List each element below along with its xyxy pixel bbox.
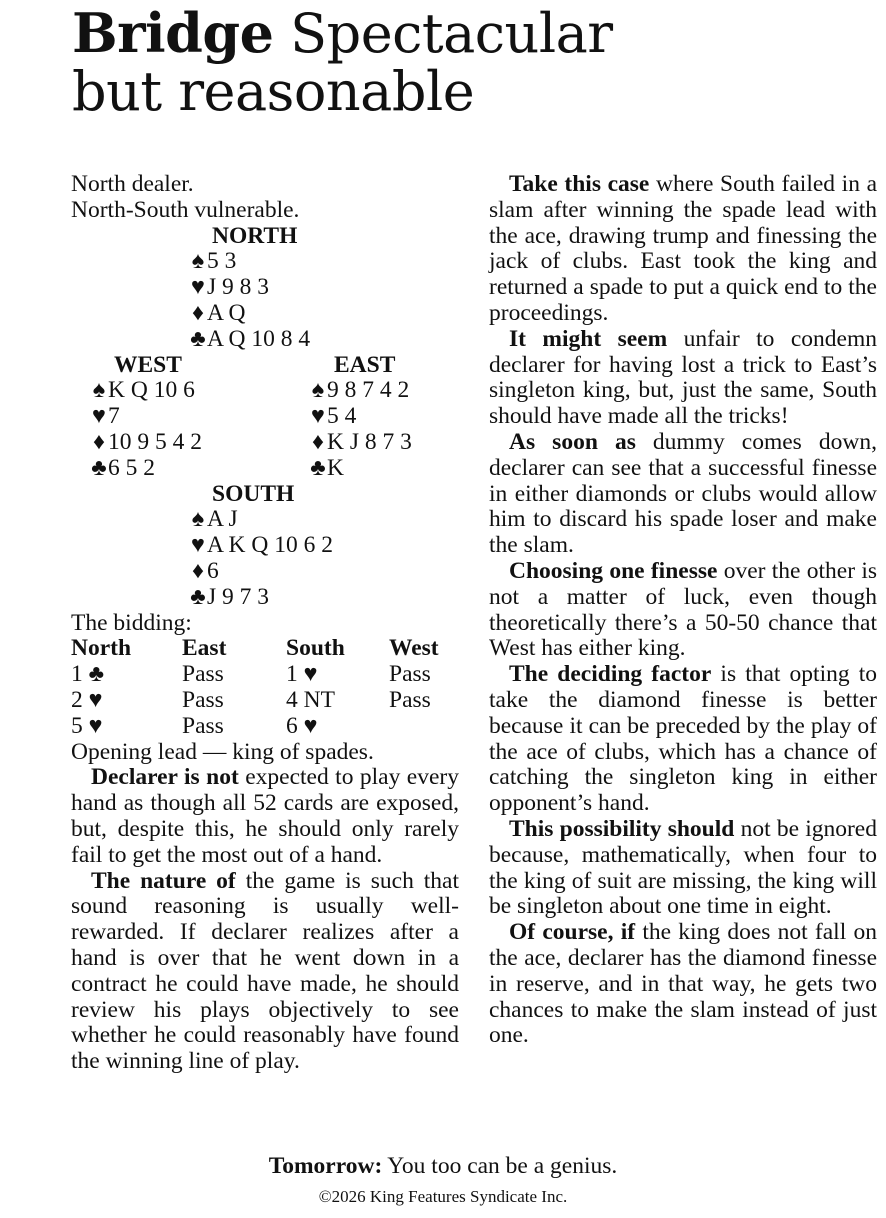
heart-icon: ♥ [191, 532, 205, 559]
headline-title-1: Spectacular [290, 2, 613, 65]
club-icon: ♣ [190, 583, 206, 610]
heart-icon: ♥ [311, 403, 325, 430]
diamond-icon: ♦ [312, 428, 324, 455]
headline-bridge: Bridge [72, 1, 274, 65]
west-diamonds: ♦ 10 9 5 4 2 [90, 430, 202, 456]
headline [72, 1, 872, 123]
bid-cell: 2 ♥ [71, 686, 103, 713]
east-hearts: ♥5 4 [309, 404, 356, 430]
south-clubs: ♣J 9 7 3 [190, 583, 270, 610]
east-spades: ♠ 9 8 7 4 2 [309, 378, 409, 404]
west-clubs: ♣6 5 2 [91, 454, 155, 481]
east-label: EAST [334, 351, 396, 378]
headline-line-1 [72, 1, 872, 65]
article-paragraph: Take this case where South failed in a slam after winning the spade lead with the ace, drawing trump and finessing the jack of clubs. East took the king and returned a spade to put a quick end to the proceedings. [489, 171, 878, 326]
diamond-icon: ♦ [192, 557, 204, 584]
bidding-row [71, 714, 459, 740]
bid-header-west: West [389, 635, 439, 662]
north-clubs: ♣A Q 10 8 4 [190, 325, 311, 352]
club-icon: ♣ [310, 454, 326, 481]
bid-cell: Pass [182, 661, 224, 688]
club-icon: ♣ [91, 454, 107, 481]
bidding-header-row [71, 636, 459, 662]
headline-title-2: but reasonable [72, 60, 475, 123]
article-paragraph: The deciding factor is that opting to take the diamond finesse is better because it can be preceded by the play of the ace of clubs, which has a chance of catching the singleton king in either opponent’s hand. [489, 661, 877, 817]
article-paragraph: Of course, if the king does not fall on the ace, declarer has the diamond finesse in reserve, and in that way, he gets two chances to make the slam instead of just one. [489, 919, 877, 1049]
article-paragraph: Choosing one finesse over the other is not a matter of luck, even though theoretically there’s a 50-50 chance that West has either king. [489, 557, 877, 662]
south-label: SOUTH [212, 480, 295, 507]
bid-cell: Pass [182, 712, 224, 739]
bid-header-south: South [286, 635, 345, 662]
north-diamonds: ♦ A Q [189, 301, 246, 327]
bid-header-north: North [71, 635, 132, 662]
south-hearts: ♥A K Q 10 6 2 [189, 533, 333, 559]
west-hearts: ♥7 [90, 404, 120, 430]
heart-icon: ♥ [92, 403, 106, 430]
bid-cell: Pass [182, 686, 224, 713]
east-clubs: ♣K [310, 454, 344, 481]
bid-cell: 4 NT [286, 686, 335, 713]
right-column [489, 172, 877, 1049]
bidding-row [71, 688, 459, 714]
spade-icon: ♠ [191, 248, 205, 275]
article-paragraph: It might seem unfair to condemn declarer for having lost a trick to East’s singleton king, but, just the same, South should have made all the tricks! [489, 325, 877, 430]
copyright: ©2026 King Features Syndicate Inc. [318, 1187, 568, 1206]
bidding-row [71, 662, 459, 688]
spade-icon: ♠ [92, 377, 106, 404]
tomorrow-text: You too can be a genius. [382, 1153, 618, 1179]
article-paragraph: Declarer is not expected to play every hand as though all 52 cards are exposed, but, despite this, he should only rarely fail to get the most out of a hand. [71, 764, 459, 868]
north-hand [71, 224, 459, 250]
bid-cell: 1 ♥ [286, 661, 318, 688]
diamond-icon: ♦ [93, 428, 105, 455]
spade-icon: ♠ [191, 506, 205, 533]
south-hand [71, 482, 459, 508]
bid-cell: 6 ♥ [286, 712, 318, 739]
left-column [71, 172, 459, 1075]
vulnerability-line: North-South vulnerable. [71, 196, 300, 223]
south-diamonds: ♦ 6 [189, 559, 219, 585]
article-paragraph: This possibility should not be ignored because, mathematically, when four to the king of suit are missing, the king will be singleton about one time in eight. [489, 815, 877, 920]
diamond-icon: ♦ [192, 299, 204, 326]
spade-icon: ♠ [311, 377, 325, 404]
south-spades: ♠ A J [189, 507, 238, 533]
article-paragraph: The nature of the game is such that sound reasoning is usually well-rewarded. If declarer realizes after a hand is over that he went down in a contract he could have made, he should review his plays objectively to see whether he could reasonably have found the winning line of play. [71, 867, 459, 1075]
article-paragraph: As soon as dummy comes down, declarer can see that a successful finesse in either diamonds or clubs would allow him to discard his spade loser and make the slam. [489, 428, 877, 559]
bid-cell: Pass [389, 661, 431, 688]
west-east-labels [71, 353, 459, 379]
tomorrow-teaser [0, 1153, 886, 1180]
bidding-title: The bidding: [71, 609, 192, 636]
east-diamonds: ♦ K J 8 7 3 [309, 430, 412, 456]
west-label: WEST [114, 351, 182, 378]
west-spades: ♠ K Q 10 6 [90, 378, 195, 404]
bid-cell: Pass [389, 686, 431, 713]
bid-cell: 1 ♣ [71, 661, 105, 688]
tomorrow-label: Tomorrow: [268, 1153, 383, 1179]
north-hearts: ♥J 9 8 3 [189, 275, 269, 301]
dealer-line: North dealer. [71, 171, 194, 197]
opening-lead: Opening lead — king of spades. [71, 738, 374, 765]
bid-header-east: East [182, 635, 227, 662]
north-spades: ♠ 5 3 [189, 249, 236, 275]
bid-cell: 5 ♥ [71, 712, 103, 739]
north-label: NORTH [212, 222, 298, 249]
club-icon: ♣ [190, 325, 206, 352]
heart-icon: ♥ [191, 274, 205, 301]
